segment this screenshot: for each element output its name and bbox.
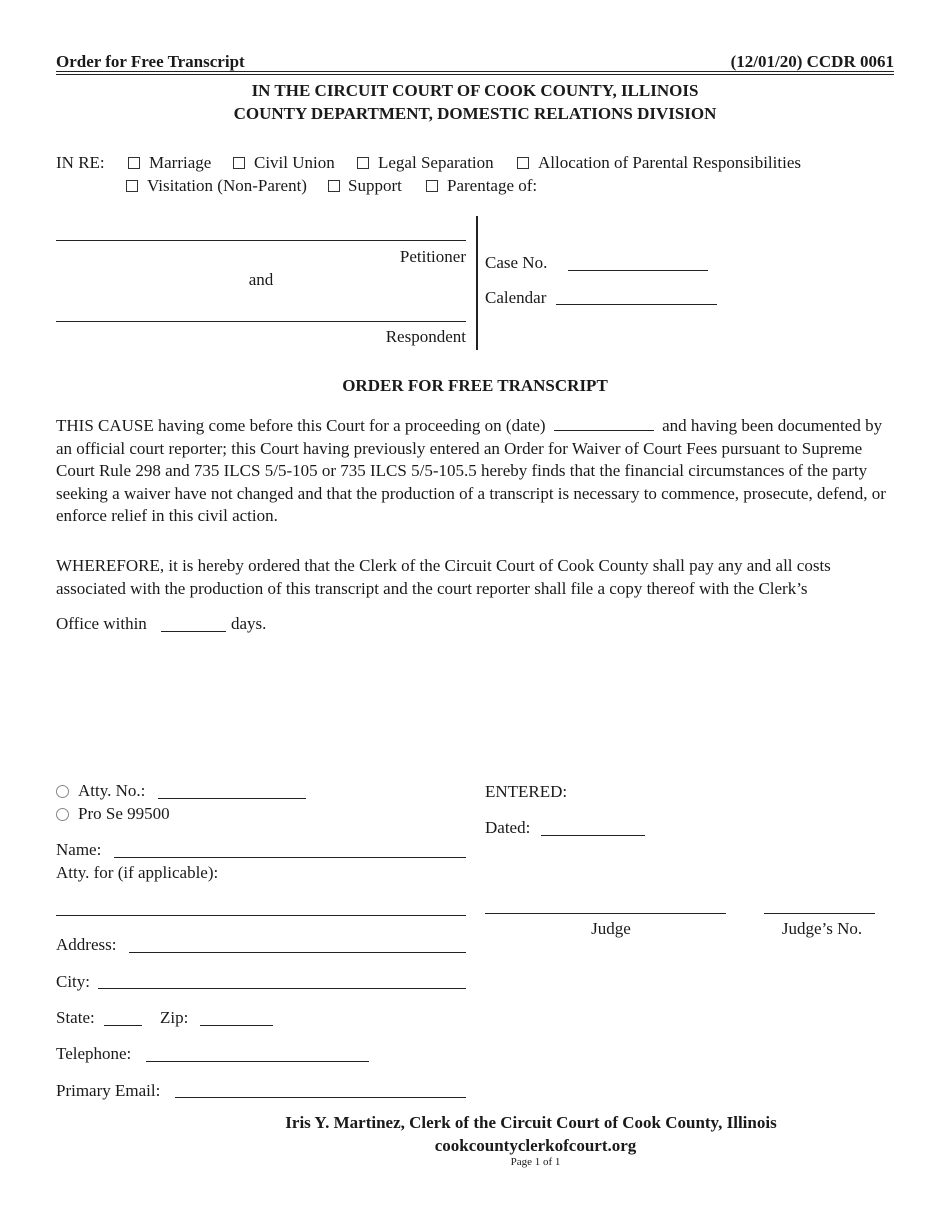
atty-for-label: Atty. for (if applicable): — [56, 863, 219, 882]
order-paragraph-2: WHEREFORE, it is hereby ordered that the Clerk of the Circuit Court of Cook County shall pay any and all costs associated with the production of this transcript and the court reporter shall file a copy thereof with the Clerk’s — [56, 556, 831, 598]
judge-label: Judge — [591, 919, 631, 938]
telephone-field[interactable] — [146, 1061, 369, 1062]
atty-for-field[interactable] — [56, 915, 466, 916]
address-field[interactable] — [129, 952, 466, 953]
petitioner-label: Petitioner — [399, 247, 466, 266]
allocation-label: Allocation of Parental Responsibilities — [538, 153, 801, 172]
legal-separation-checkbox[interactable] — [357, 157, 369, 169]
case-no-label: Case No. — [485, 253, 548, 272]
header-rule-top — [56, 71, 894, 72]
email-field[interactable] — [175, 1097, 466, 1098]
proceeding-date-field[interactable] — [554, 416, 654, 431]
clerk-name: Iris Y. Martinez, Clerk of the Circuit Court of Cook County, Illinois — [285, 1113, 777, 1132]
page-number: Page 1 of 1 — [510, 1156, 561, 1168]
telephone-label: Telephone: — [56, 1044, 132, 1063]
support-checkbox[interactable] — [328, 180, 340, 192]
clerk-website: cookcountyclerkofcourt.org — [434, 1136, 637, 1155]
legal-separation-label: Legal Separation — [378, 153, 494, 172]
atty-no-radio[interactable] — [56, 785, 69, 798]
order-title: ORDER FOR FREE TRANSCRIPT — [342, 376, 608, 395]
dated-label: Dated: — [485, 818, 531, 837]
respondent-line[interactable] — [56, 321, 466, 322]
calendar-label: Calendar — [485, 288, 547, 307]
atty-no-label: Atty. No.: — [78, 781, 146, 800]
pro-se-radio[interactable] — [56, 808, 69, 821]
and-label: and — [248, 270, 274, 289]
case-no-field[interactable] — [568, 270, 708, 271]
days-field[interactable] — [161, 631, 226, 632]
address-label: Address: — [56, 935, 117, 954]
header-rule-bottom — [56, 74, 894, 75]
judge-no-label: Judge’s No. — [781, 919, 863, 938]
email-label: Primary Email: — [56, 1081, 161, 1100]
allocation-checkbox[interactable] — [517, 157, 529, 169]
city-field[interactable] — [98, 988, 466, 989]
pro-se-label: Pro Se 99500 — [78, 804, 170, 823]
city-label: City: — [56, 972, 91, 991]
civil-union-label: Civil Union — [254, 153, 335, 172]
parentage-checkbox[interactable] — [426, 180, 438, 192]
dated-field[interactable] — [541, 835, 645, 836]
order-paragraph-1 — [56, 415, 901, 528]
court-name: IN THE CIRCUIT COURT OF COOK COUNTY, ILLINOIS — [251, 81, 699, 100]
respondent-label: Respondent — [385, 327, 466, 346]
in-re-label: IN RE: — [56, 153, 105, 172]
court-division: COUNTY DEPARTMENT, DOMESTIC RELATIONS DIVISION — [233, 104, 717, 123]
visitation-label: Visitation (Non-Parent) — [147, 176, 307, 195]
civil-union-checkbox[interactable] — [233, 157, 245, 169]
parentage-label: Parentage of: — [447, 176, 538, 195]
state-field[interactable] — [104, 1025, 142, 1026]
calendar-field[interactable] — [556, 304, 717, 305]
entered-label: ENTERED: — [485, 782, 568, 801]
office-within-label: Office within — [56, 614, 147, 633]
form-title: Order for Free Transcript — [56, 52, 245, 71]
marriage-label: Marriage — [149, 153, 212, 172]
atty-no-field[interactable] — [158, 798, 306, 799]
petitioner-line[interactable] — [56, 240, 466, 241]
support-label: Support — [348, 176, 402, 195]
marriage-checkbox[interactable] — [128, 157, 140, 169]
visitation-checkbox[interactable] — [126, 180, 138, 192]
para1-lead: THIS CAUSE having come before this Court for a proceeding on (date) — [56, 416, 546, 435]
caption-divider — [476, 216, 478, 350]
zip-label: Zip: — [160, 1008, 189, 1027]
name-label: Name: — [56, 840, 102, 859]
name-field[interactable] — [114, 857, 466, 858]
form-code: (12/01/20) CCDR 0061 — [730, 52, 894, 71]
days-label: days. — [231, 614, 267, 633]
zip-field[interactable] — [200, 1025, 273, 1026]
judge-no-field[interactable] — [764, 913, 875, 914]
para1-rest: and having been documented by an official court reporter; this Court having previously entered an Order for Waiver of Court Fees pursuant to Supreme Court Rule 298 and 735 ILCS 5/5-105 or 735 ILCS 5/5-105.5 hereby finds that the financial circumstances of the party seeking a waiver have not changed and that the production of a transcript is necessary to commence, prosecute, defend, or enforce relief in this civil action. — [56, 416, 886, 525]
state-label: State: — [56, 1008, 95, 1027]
judge-signature-line[interactable] — [485, 913, 726, 914]
